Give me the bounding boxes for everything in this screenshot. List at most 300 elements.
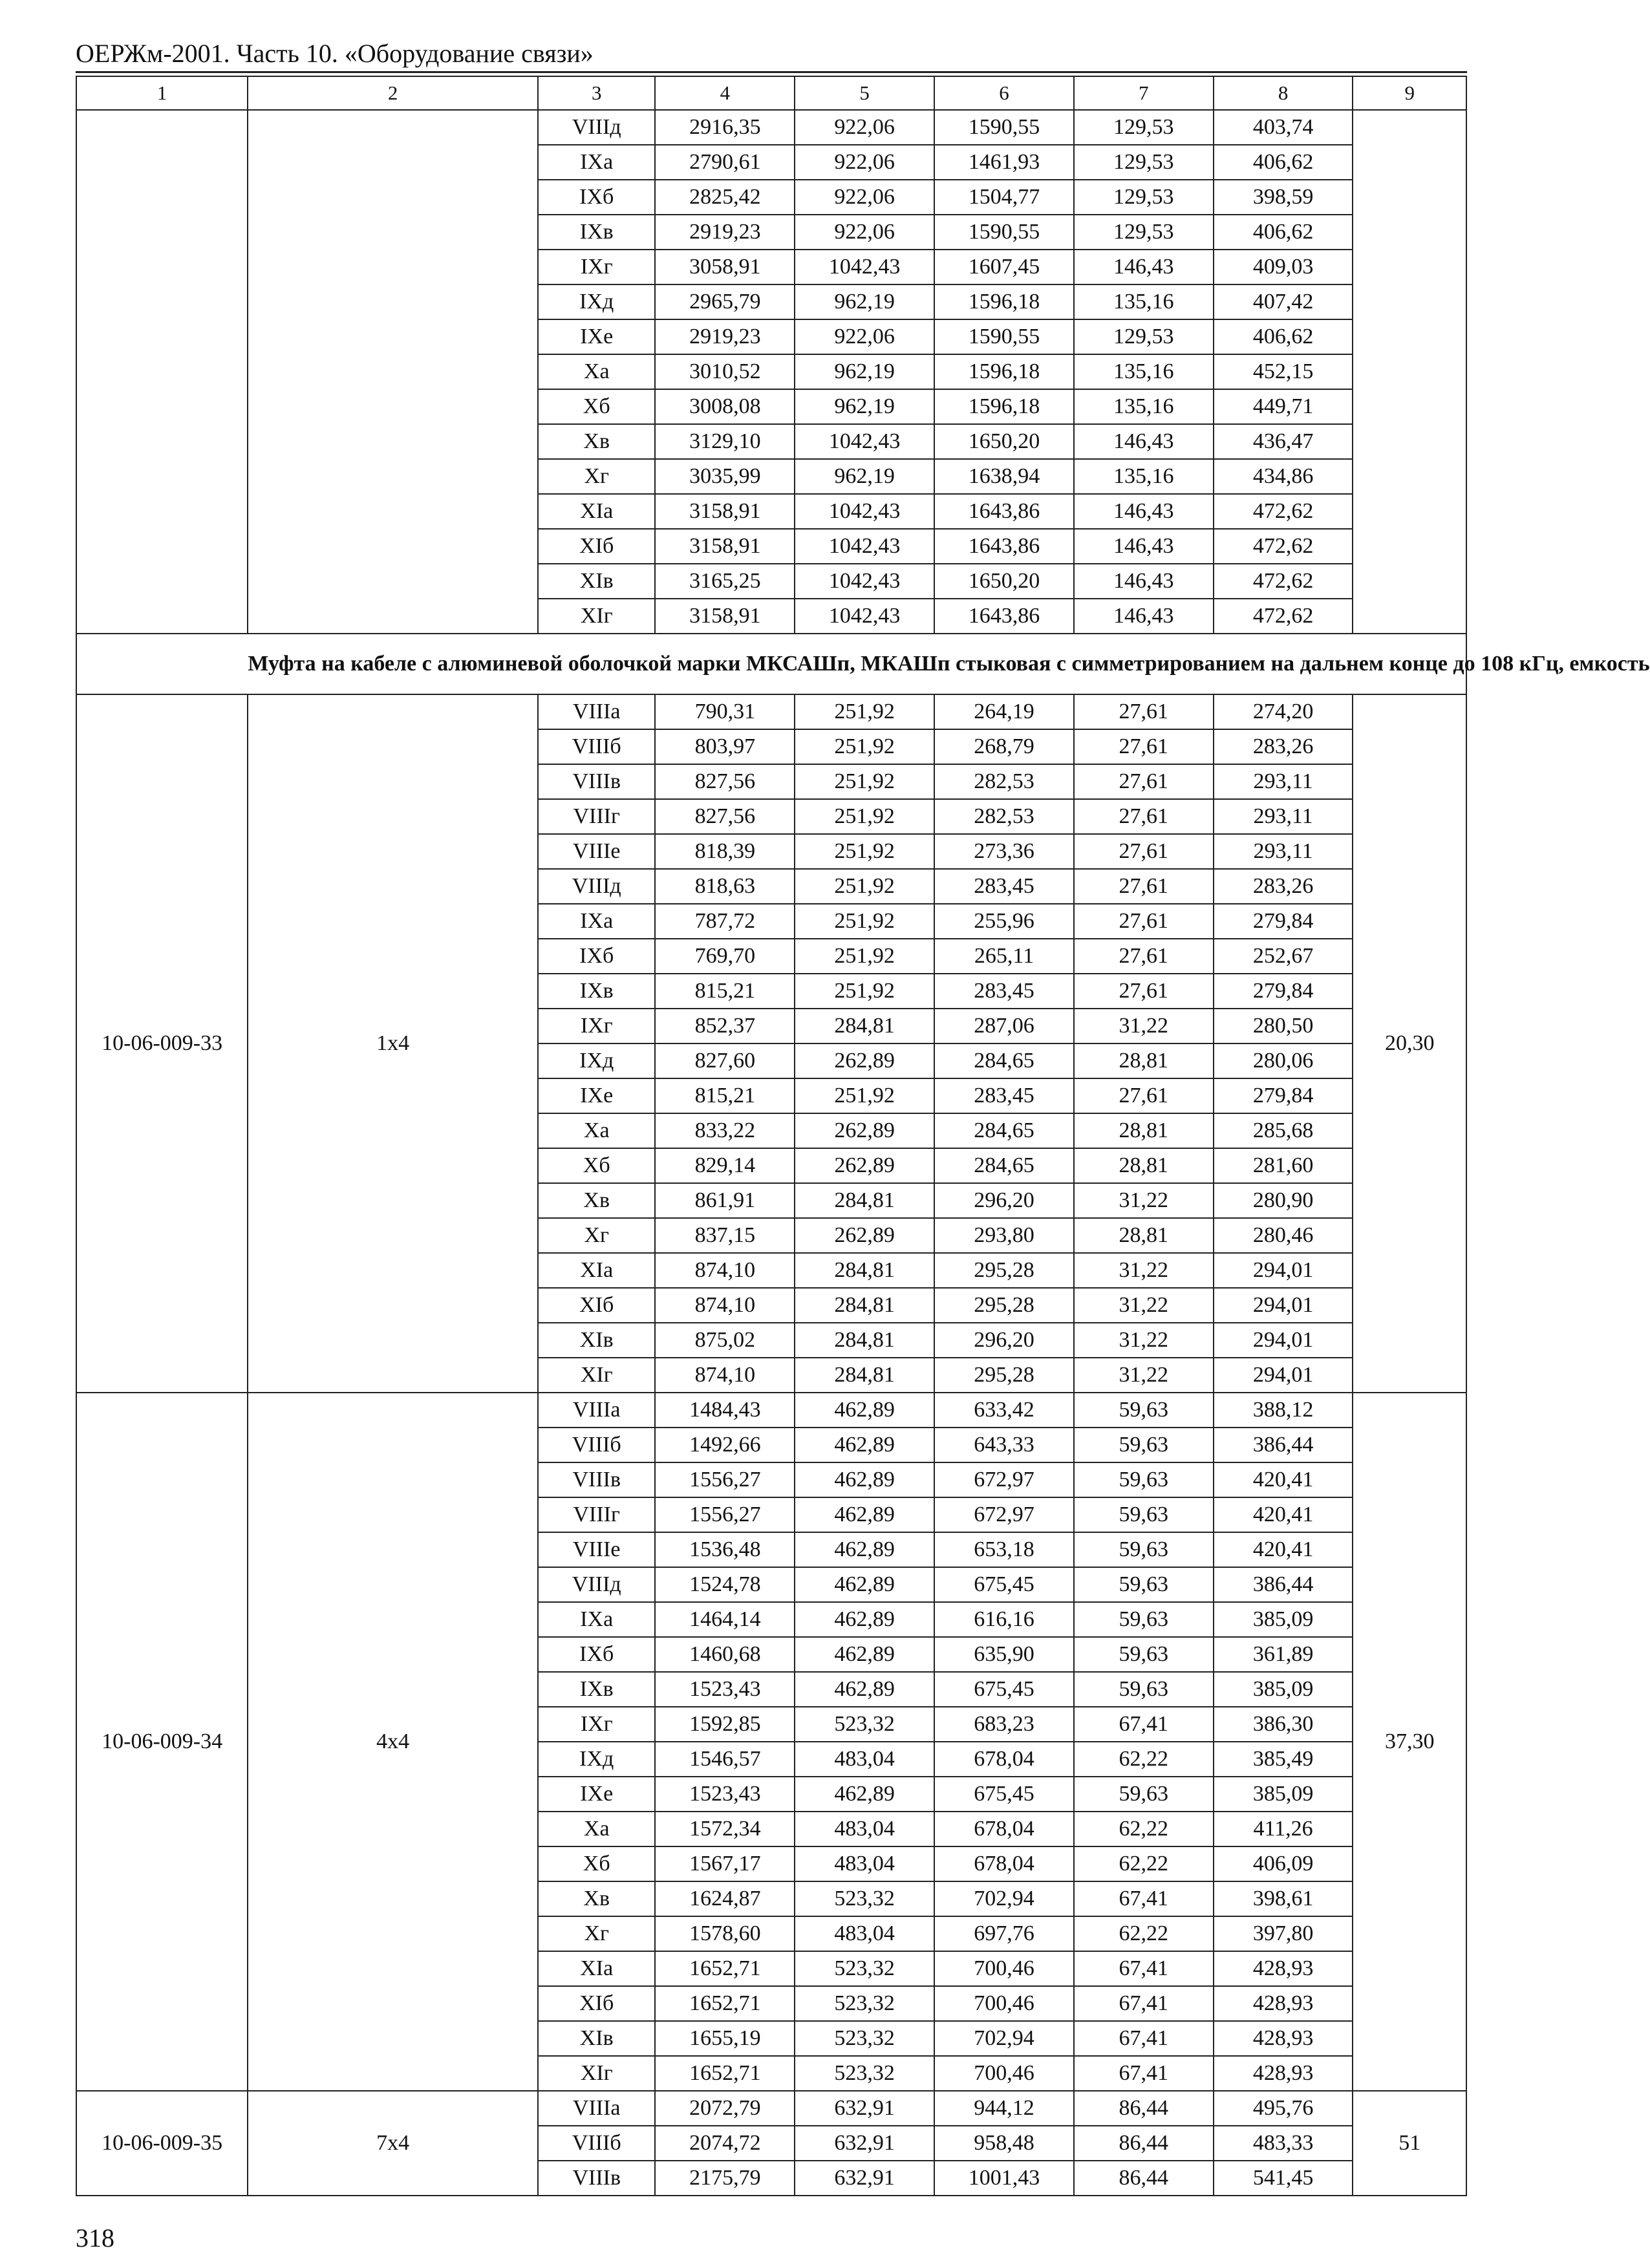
zone-cell: IXг (538, 250, 656, 284)
zone-cell: VIIIг (538, 799, 656, 834)
value-cell: 397,80 (1214, 1916, 1353, 1951)
value-cell: 268,79 (934, 729, 1074, 764)
value-cell: 1590,55 (934, 319, 1074, 354)
value-cell: 790,31 (655, 694, 795, 729)
column-number-cell: 5 (795, 76, 934, 110)
value-cell: 31,22 (1074, 1288, 1214, 1323)
value-cell: 398,59 (1214, 180, 1353, 215)
value-cell: 59,63 (1074, 1777, 1214, 1812)
value-cell: 1596,18 (934, 284, 1074, 319)
value-cell: 632,91 (795, 2126, 934, 2161)
zone-cell: IXа (538, 1602, 656, 1637)
value-cell: 2074,72 (655, 2126, 795, 2161)
value-cell: 62,22 (1074, 1846, 1214, 1881)
zone-cell: XIв (538, 1323, 656, 1358)
value-cell: 944,12 (934, 2091, 1074, 2126)
value-cell: 2790,61 (655, 145, 795, 180)
capacity-cell (248, 110, 538, 634)
value-cell: 285,68 (1214, 1113, 1353, 1148)
zone-cell: XIб (538, 1986, 656, 2021)
zone-cell: IXб (538, 180, 656, 215)
column-number-cell: 6 (934, 76, 1074, 110)
value-cell: 1643,86 (934, 599, 1074, 634)
value-cell: 2072,79 (655, 2091, 795, 2126)
mass-cell: 51 (1353, 2091, 1466, 2196)
value-cell: 407,42 (1214, 284, 1353, 319)
zone-cell: IXд (538, 1043, 656, 1078)
value-cell: 523,32 (795, 2021, 934, 2056)
value-cell: 282,53 (934, 764, 1074, 799)
value-cell: 462,89 (795, 1602, 934, 1637)
zone-cell: VIIIд (538, 1567, 656, 1602)
zone-cell: VIIIе (538, 834, 656, 869)
value-cell: 1524,78 (655, 1567, 795, 1602)
value-cell: 406,62 (1214, 215, 1353, 250)
value-cell: 1042,43 (795, 424, 934, 459)
zone-cell: IXб (538, 939, 656, 974)
value-cell: 283,45 (934, 974, 1074, 1009)
zone-cell: Xв (538, 1881, 656, 1916)
value-cell: 146,43 (1074, 564, 1214, 599)
value-cell: 283,45 (934, 1078, 1074, 1113)
value-cell: 262,89 (795, 1218, 934, 1253)
zone-cell: XIа (538, 1253, 656, 1288)
value-cell: 1523,43 (655, 1672, 795, 1707)
value-cell: 472,62 (1214, 564, 1353, 599)
value-cell: 3158,91 (655, 529, 795, 564)
page-header-title: ОЕРЖм-2001. Часть 10. «Оборудование связи» (76, 39, 594, 68)
value-cell: 1042,43 (795, 494, 934, 529)
value-cell: 251,92 (795, 974, 934, 1009)
value-cell: 282,53 (934, 799, 1074, 834)
value-cell: 265,11 (934, 939, 1074, 974)
value-cell: 1536,48 (655, 1532, 795, 1567)
value-cell: 632,91 (795, 2091, 934, 2126)
mass-cell (1353, 110, 1466, 634)
value-cell: 27,61 (1074, 694, 1214, 729)
value-cell: 27,61 (1074, 799, 1214, 834)
value-cell: 280,46 (1214, 1218, 1353, 1253)
value-cell: 27,61 (1074, 869, 1214, 904)
zone-cell: IXд (538, 1742, 656, 1777)
value-cell: 146,43 (1074, 424, 1214, 459)
value-cell: 815,21 (655, 1078, 795, 1113)
value-cell: 3035,99 (655, 459, 795, 494)
value-cell: 462,89 (795, 1777, 934, 1812)
value-cell: 1592,85 (655, 1707, 795, 1742)
value-cell: 2175,79 (655, 2161, 795, 2196)
value-cell: 31,22 (1074, 1183, 1214, 1218)
zone-cell: VIIIд (538, 869, 656, 904)
value-cell: 293,11 (1214, 834, 1353, 869)
value-cell: 283,45 (934, 869, 1074, 904)
value-cell: 462,89 (795, 1567, 934, 1602)
capacity-cell: 7х4 (248, 2091, 538, 2196)
value-cell: 472,62 (1214, 529, 1353, 564)
zone-cell: VIIIа (538, 2091, 656, 2126)
zone-cell: Xг (538, 459, 656, 494)
value-cell: 3158,91 (655, 599, 795, 634)
zone-cell: XIв (538, 2021, 656, 2056)
column-number-cell: 8 (1214, 76, 1353, 110)
value-cell: 280,90 (1214, 1183, 1353, 1218)
zone-cell: IXд (538, 284, 656, 319)
zone-cell: XIа (538, 494, 656, 529)
value-cell: 251,92 (795, 869, 934, 904)
value-cell: 874,10 (655, 1253, 795, 1288)
value-cell: 129,53 (1074, 180, 1214, 215)
value-cell: 59,63 (1074, 1462, 1214, 1497)
value-cell: 420,41 (1214, 1532, 1353, 1567)
value-cell: 428,93 (1214, 1986, 1353, 2021)
value-cell: 1590,55 (934, 110, 1074, 145)
value-cell: 643,33 (934, 1428, 1074, 1462)
value-cell: 262,89 (795, 1113, 934, 1148)
value-cell: 3158,91 (655, 494, 795, 529)
column-number-cell: 7 (1074, 76, 1214, 110)
value-cell: 59,63 (1074, 1497, 1214, 1532)
value-cell: 472,62 (1214, 599, 1353, 634)
value-cell: 1596,18 (934, 389, 1074, 424)
zone-cell: VIIIа (538, 694, 656, 729)
value-cell: 675,45 (934, 1567, 1074, 1602)
rate-code-cell: 10-06-009-34 (76, 1393, 248, 2091)
zone-cell: Xб (538, 389, 656, 424)
value-cell: 1643,86 (934, 494, 1074, 529)
zone-cell: Xа (538, 354, 656, 389)
value-cell: 1624,87 (655, 1881, 795, 1916)
value-cell: 700,46 (934, 2056, 1074, 2091)
value-cell: 31,22 (1074, 1253, 1214, 1288)
value-cell: 280,50 (1214, 1009, 1353, 1043)
value-cell: 59,63 (1074, 1532, 1214, 1567)
value-cell: 1578,60 (655, 1916, 795, 1951)
value-cell: 295,28 (934, 1358, 1074, 1393)
value-cell: 827,56 (655, 764, 795, 799)
table-row (76, 694, 1466, 729)
value-cell: 251,92 (795, 799, 934, 834)
rate-code-cell: 10-06-009-35 (76, 2091, 248, 2196)
table-row (76, 1393, 1466, 1428)
rate-code-cell (76, 110, 248, 634)
value-cell: 523,32 (795, 2056, 934, 2091)
value-cell: 1484,43 (655, 1393, 795, 1428)
value-cell: 1042,43 (795, 599, 934, 634)
value-cell: 1042,43 (795, 564, 934, 599)
value-cell: 483,04 (795, 1742, 934, 1777)
value-cell: 472,62 (1214, 494, 1353, 529)
value-cell: 251,92 (795, 834, 934, 869)
value-cell: 616,16 (934, 1602, 1074, 1637)
value-cell: 962,19 (795, 354, 934, 389)
value-cell: 386,44 (1214, 1428, 1353, 1462)
value-cell: 2916,35 (655, 110, 795, 145)
zone-cell: Xг (538, 1916, 656, 1951)
value-cell: 3008,08 (655, 389, 795, 424)
value-cell: 59,63 (1074, 1672, 1214, 1707)
value-cell: 287,06 (934, 1009, 1074, 1043)
value-cell: 3010,52 (655, 354, 795, 389)
zone-cell: XIг (538, 599, 656, 634)
value-cell: 385,09 (1214, 1777, 1353, 1812)
value-cell: 279,84 (1214, 1078, 1353, 1113)
value-cell: 922,06 (795, 110, 934, 145)
value-cell: 815,21 (655, 974, 795, 1009)
value-cell: 1652,71 (655, 1986, 795, 2021)
value-cell: 279,84 (1214, 974, 1353, 1009)
column-number-cell: 4 (655, 76, 795, 110)
value-cell: 280,06 (1214, 1043, 1353, 1078)
value-cell: 3165,25 (655, 564, 795, 599)
zone-cell: VIIIе (538, 1532, 656, 1567)
column-number-cell: 1 (76, 76, 248, 110)
value-cell: 86,44 (1074, 2161, 1214, 2196)
value-cell: 129,53 (1074, 215, 1214, 250)
value-cell: 428,93 (1214, 2056, 1353, 2091)
value-cell: 251,92 (795, 764, 934, 799)
value-cell: 678,04 (934, 1812, 1074, 1846)
zone-cell: Xа (538, 1113, 656, 1148)
value-cell: 462,89 (795, 1428, 934, 1462)
zone-cell: XIб (538, 529, 656, 564)
value-cell: 293,80 (934, 1218, 1074, 1253)
zone-cell: XIб (538, 1288, 656, 1323)
value-cell: 251,92 (795, 694, 934, 729)
value-cell: 146,43 (1074, 494, 1214, 529)
value-cell: 3129,10 (655, 424, 795, 459)
value-cell: 264,19 (934, 694, 1074, 729)
value-cell: 702,94 (934, 2021, 1074, 2056)
value-cell: 406,62 (1214, 145, 1353, 180)
value-cell: 1460,68 (655, 1637, 795, 1672)
value-cell: 1464,14 (655, 1602, 795, 1637)
value-cell: 434,86 (1214, 459, 1353, 494)
value-cell: 962,19 (795, 389, 934, 424)
value-cell: 462,89 (795, 1462, 934, 1497)
value-cell: 28,81 (1074, 1043, 1214, 1078)
value-cell: 462,89 (795, 1497, 934, 1532)
zone-cell: Xв (538, 424, 656, 459)
value-cell: 1492,66 (655, 1428, 795, 1462)
value-cell: 135,16 (1074, 284, 1214, 319)
value-cell: 294,01 (1214, 1288, 1353, 1323)
zone-cell: IXе (538, 1777, 656, 1812)
zone-cell: IXа (538, 145, 656, 180)
value-cell: 675,45 (934, 1777, 1074, 1812)
value-cell: 293,11 (1214, 764, 1353, 799)
value-cell: 129,53 (1074, 145, 1214, 180)
zone-cell: Xа (538, 1812, 656, 1846)
value-cell: 922,06 (795, 145, 934, 180)
value-cell: 62,22 (1074, 1916, 1214, 1951)
value-cell: 922,06 (795, 319, 934, 354)
value-cell: 2919,23 (655, 319, 795, 354)
value-cell: 523,32 (795, 1707, 934, 1742)
column-number-cell: 9 (1353, 76, 1466, 110)
value-cell: 827,60 (655, 1043, 795, 1078)
zone-cell: Xб (538, 1148, 656, 1183)
value-cell: 67,41 (1074, 2056, 1214, 2091)
value-cell: 449,71 (1214, 389, 1353, 424)
value-cell: 388,12 (1214, 1393, 1353, 1428)
section-row (76, 634, 1466, 694)
capacity-cell: 4х4 (248, 1393, 538, 2091)
value-cell: 31,22 (1074, 1358, 1214, 1393)
value-cell: 700,46 (934, 1951, 1074, 1986)
value-cell: 769,70 (655, 939, 795, 974)
value-cell: 672,97 (934, 1497, 1074, 1532)
value-cell: 1001,43 (934, 2161, 1074, 2196)
value-cell: 283,26 (1214, 729, 1353, 764)
value-cell: 135,16 (1074, 354, 1214, 389)
value-cell: 27,61 (1074, 729, 1214, 764)
value-cell: 255,96 (934, 904, 1074, 939)
value-cell: 462,89 (795, 1532, 934, 1567)
value-cell: 86,44 (1074, 2126, 1214, 2161)
value-cell: 59,63 (1074, 1637, 1214, 1672)
value-cell: 1590,55 (934, 215, 1074, 250)
zone-cell: XIг (538, 1358, 656, 1393)
header-divider (76, 71, 1467, 73)
value-cell: 2965,79 (655, 284, 795, 319)
zone-cell: VIIIв (538, 764, 656, 799)
value-cell: 683,23 (934, 1707, 1074, 1742)
value-cell: 428,93 (1214, 2021, 1353, 2056)
value-cell: 1650,20 (934, 424, 1074, 459)
value-cell: 293,11 (1214, 799, 1353, 834)
value-cell: 1607,45 (934, 250, 1074, 284)
value-cell: 1042,43 (795, 250, 934, 284)
value-cell: 428,93 (1214, 1951, 1353, 1986)
zone-cell: IXв (538, 1672, 656, 1707)
zone-cell: VIIIд (538, 110, 656, 145)
value-cell: 1650,20 (934, 564, 1074, 599)
value-cell: 251,92 (795, 729, 934, 764)
value-cell: 411,26 (1214, 1812, 1353, 1846)
value-cell: 409,03 (1214, 250, 1353, 284)
value-cell: 28,81 (1074, 1148, 1214, 1183)
value-cell: 146,43 (1074, 529, 1214, 564)
mass-cell: 20,30 (1353, 694, 1466, 1393)
zone-cell: VIIIг (538, 1497, 656, 1532)
zone-cell: IXв (538, 974, 656, 1009)
value-cell: 874,10 (655, 1288, 795, 1323)
value-cell: 386,30 (1214, 1707, 1353, 1742)
value-cell: 62,22 (1074, 1812, 1214, 1846)
value-cell: 837,15 (655, 1218, 795, 1253)
value-cell: 462,89 (795, 1393, 934, 1428)
value-cell: 129,53 (1074, 319, 1214, 354)
value-cell: 874,10 (655, 1358, 795, 1393)
value-cell: 28,81 (1074, 1113, 1214, 1148)
value-cell: 787,72 (655, 904, 795, 939)
value-cell: 483,04 (795, 1916, 934, 1951)
section-blank-cell (76, 634, 248, 694)
column-number-cell: 2 (248, 76, 538, 110)
zone-cell: IXг (538, 1009, 656, 1043)
value-cell: 523,32 (795, 1986, 934, 2021)
value-cell: 1556,27 (655, 1497, 795, 1532)
value-cell: 1461,93 (934, 145, 1074, 180)
zone-cell: IXе (538, 319, 656, 354)
value-cell: 483,04 (795, 1846, 934, 1881)
value-cell: 3058,91 (655, 250, 795, 284)
value-cell: 251,92 (795, 939, 934, 974)
table-row (76, 110, 1466, 145)
value-cell: 833,22 (655, 1113, 795, 1148)
value-cell: 1643,86 (934, 529, 1074, 564)
value-cell: 406,09 (1214, 1846, 1353, 1881)
value-cell: 541,45 (1214, 2161, 1353, 2196)
value-cell: 483,33 (1214, 2126, 1353, 2161)
value-cell: 129,53 (1074, 110, 1214, 145)
value-cell: 27,61 (1074, 1078, 1214, 1113)
value-cell: 962,19 (795, 459, 934, 494)
value-cell: 702,94 (934, 1881, 1074, 1916)
zone-cell: VIIIб (538, 2126, 656, 2161)
value-cell: 284,65 (934, 1043, 1074, 1078)
value-cell: 284,65 (934, 1113, 1074, 1148)
capacity-cell: 1х4 (248, 694, 538, 1393)
value-cell: 697,76 (934, 1916, 1074, 1951)
value-cell: 27,61 (1074, 834, 1214, 869)
value-cell: 146,43 (1074, 599, 1214, 634)
value-cell: 251,92 (795, 1078, 934, 1113)
value-cell: 875,02 (655, 1323, 795, 1358)
value-cell: 296,20 (934, 1323, 1074, 1358)
value-cell: 861,91 (655, 1183, 795, 1218)
value-cell: 962,19 (795, 284, 934, 319)
value-cell: 295,28 (934, 1253, 1074, 1288)
value-cell: 295,28 (934, 1288, 1074, 1323)
value-cell: 1567,17 (655, 1846, 795, 1881)
value-cell: 294,01 (1214, 1323, 1353, 1358)
value-cell: 284,81 (795, 1183, 934, 1218)
value-cell: 86,44 (1074, 2091, 1214, 2126)
value-cell: 1523,43 (655, 1777, 795, 1812)
value-cell: 146,43 (1074, 250, 1214, 284)
value-cell: 67,41 (1074, 1707, 1214, 1742)
value-cell: 31,22 (1074, 1323, 1214, 1358)
value-cell: 678,04 (934, 1846, 1074, 1881)
value-cell: 262,89 (795, 1043, 934, 1078)
value-cell: 1652,71 (655, 1951, 795, 1986)
value-cell: 827,56 (655, 799, 795, 834)
value-cell: 386,44 (1214, 1567, 1353, 1602)
value-cell: 284,65 (934, 1148, 1074, 1183)
value-cell: 1504,77 (934, 180, 1074, 215)
price-table (76, 76, 1650, 2196)
value-cell: 59,63 (1074, 1428, 1214, 1462)
value-cell: 678,04 (934, 1742, 1074, 1777)
value-cell: 635,90 (934, 1637, 1074, 1672)
table-row (76, 2091, 1466, 2126)
value-cell: 281,60 (1214, 1148, 1353, 1183)
zone-cell: IXв (538, 215, 656, 250)
mass-cell: 37,30 (1353, 1393, 1466, 2091)
value-cell: 59,63 (1074, 1602, 1214, 1637)
value-cell: 385,09 (1214, 1602, 1353, 1637)
value-cell: 28,81 (1074, 1218, 1214, 1253)
column-number-row (76, 76, 1466, 110)
value-cell: 62,22 (1074, 1742, 1214, 1777)
zone-cell: XIа (538, 1951, 656, 1986)
value-cell: 675,45 (934, 1672, 1074, 1707)
value-cell: 1596,18 (934, 354, 1074, 389)
value-cell: 398,61 (1214, 1881, 1353, 1916)
column-number-cell: 3 (538, 76, 656, 110)
section-title: Муфта на кабеле с алюминевой оболочкой марки МКСАШп, МКАШп стыковая с симметрированием на дальнем конце до 108 кГц, емкость (248, 634, 1466, 694)
